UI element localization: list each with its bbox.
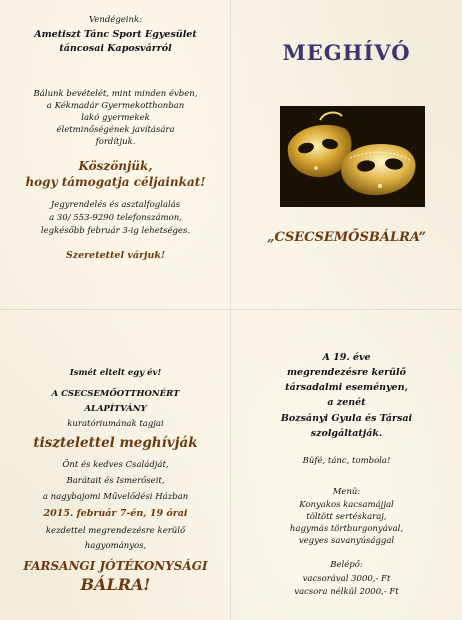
band-name: Bozsányi Gyula és Társai	[280, 413, 413, 424]
masks-illustration	[280, 106, 425, 207]
purpose-line: a Kékmadár Gyermekotthonban	[46, 101, 185, 111]
intro-line: megrendezésre kerülő	[286, 367, 406, 378]
hosts-label: Vendégeink:	[88, 15, 142, 25]
venue-line: a nagybajomi Művelődési Házban	[42, 492, 189, 502]
menu-item: vegyes savanyúsággal	[298, 536, 395, 546]
intro-line: Ismét eltelt egy év!	[69, 368, 162, 378]
panel-invitation-text	[0, 310, 231, 620]
event-name: FARSANGI JÓTÉKONYSÁGI	[23, 559, 208, 573]
hosts-name: Ametiszt Tánc Sport Egyesület	[34, 29, 197, 40]
entry-price: vacsorával 3000,- Ft	[302, 574, 391, 584]
foundation-line: A CSECSEMŐOTTHONÉRT	[51, 389, 180, 399]
purpose-line: lakó gyermekek	[81, 113, 150, 123]
traditional-line: hagyományos,	[84, 541, 147, 551]
guests-line: Önt és kedves Családját,	[62, 460, 169, 470]
hosts-sub: táncosai Kaposvárról	[59, 43, 172, 54]
board-line: kuratóriumának tagjai	[67, 419, 164, 429]
entry-price: vacsora nélkül 2000,- Ft	[294, 587, 399, 597]
intro-line: A 19. éve	[322, 352, 371, 363]
reservation-line: a 30/ 553-9290 telefonszámon,	[49, 213, 182, 223]
welcome-text: Szeretettel várjuk!	[65, 250, 166, 261]
intro-line: szolgáltatják.	[310, 428, 383, 439]
invitation-subtitle: „CSECSEMŐSBÁLRA”	[267, 230, 426, 245]
purpose-line: életminőségének javítására	[56, 125, 175, 135]
intro-line: társadalmi eseményen,	[285, 382, 408, 393]
thanks-line: Köszönjük,	[78, 159, 153, 173]
menu-item: hagymás törtburgonyával,	[289, 524, 404, 534]
event-name-ball: BÁLRA!	[80, 575, 151, 594]
panel-details	[231, 310, 462, 620]
invitation-title: MEGHÍVÓ	[282, 40, 411, 65]
start-line: kezdettel megrendezésre kerülő	[45, 526, 186, 536]
foundation-line: ALAPÍTVÁNY	[84, 404, 147, 414]
panel-cover	[231, 0, 462, 310]
guests-line: Barátait és Ismerőseit,	[66, 476, 165, 486]
reservation-line: Jegyrendelés és asztalfoglalás	[50, 200, 181, 210]
reservation-line: legkésőbb február 3-ig lehetséges.	[40, 226, 191, 236]
intro-line: a zenét	[327, 397, 366, 408]
purpose-line: Bálunk bevételét, mint minden évben,	[33, 89, 198, 99]
program-line: Büfé, tánc, tombola!	[302, 456, 391, 466]
carnival-masks-image	[280, 106, 425, 207]
menu-item: Konyakos kacsamájjal	[299, 500, 394, 510]
date-line: 2015. február 7-én, 19 órai	[43, 508, 188, 519]
panel-guests	[0, 0, 231, 310]
menu-item: töltött sertéskaraj,	[306, 512, 387, 522]
entry-label: Belépő:	[330, 560, 363, 570]
purpose-line: fordítjuk.	[95, 137, 136, 147]
menu-label: Menü:	[332, 487, 361, 497]
invite-heading: tisztelettel meghívják	[33, 435, 198, 451]
thanks-line: hogy támogatja céljainkat!	[25, 175, 206, 189]
